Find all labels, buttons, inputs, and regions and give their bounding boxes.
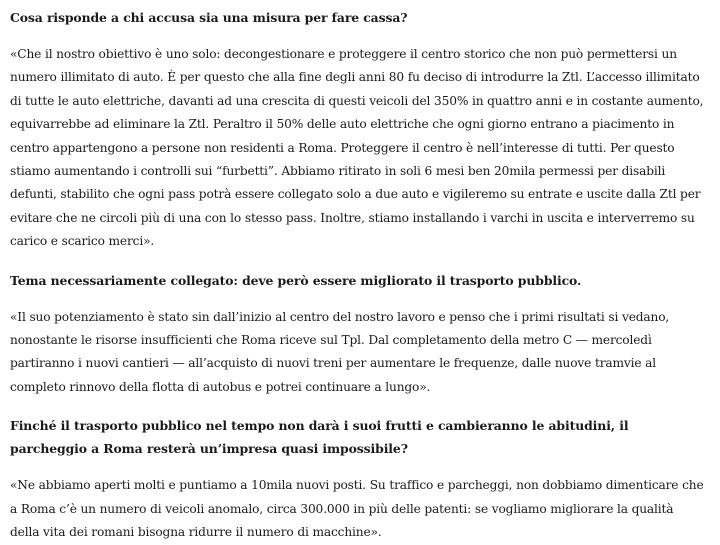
interview-answer: «Ne abbiamo aperti molti e puntiamo a 10mila nuovi posti. Su traffico e parcheggi, non dobbiamo dimenticare che a Roma c’è un numero di veicoli anomalo, circa 300.000 in più delle patenti: se vogliamo migliorare la qualità della vita dei romani bisogna ridurre il numero di macchine».	[10, 478, 704, 540]
interview-question: Finché il trasporto pubblico nel tempo non darà i suoi frutti e cambieranno le abitudini, il parcheggio a Roma resterà un’impresa quasi impossibile?	[10, 418, 629, 457]
interview-question: Cosa risponde a chi accusa sia una misura per fare cassa?	[10, 10, 408, 25]
interview-answer: «Il suo potenziamento è stato sin dall’inizio al centro del nostro lavoro e penso che i primi risultati si vedano, nonostante le risorse insufficienti che Roma riceve sul Tpl. Dal completamento della metro C — mercoledì partiranno i nuovi cantieri — all’acquisto di nuovi treni per aumentare le frequenze, dalle nuove tramvie al completo rinnovo della flotta di autobus e potrei continuare a lungo».	[10, 309, 670, 394]
interview-answer: «Che il nostro obiettivo è uno solo: decongestionare e proteggere il centro storico che non può permettersi un numero illimitato di auto. È per questo che alla fine degli anni 80 fu deciso di introdurre la Ztl. L’accesso illimitato di tutte le auto elettriche, davanti ad una crescita di questi veicoli del 350% in quattro anni e in costante aumento, equivarrebbe ad eliminare la Ztl. Peraltro il 50% delle auto elettriche che ogni giorno entrano a piacimento in centro appartengono a persone non residenti a Roma. Proteggere il centro è nell’interesse di tutti. Per questo stiamo aumentando i controlli sui “furbetti”. Abbiamo ritirato in soli 6 mesi ben 20mila permessi per disabili defunti, stabilito che ogni pass potrà essere collegato solo a due auto e vigileremo su entrate e uscite dalla Ztl per evitare che ne circoli più di una con lo stesso pass. Inoltre, stiamo installando i varchi in uscita e interverremo su carico e scarico merci».	[10, 47, 704, 249]
interview-question: Tema necessariamente collegato: deve però essere migliorato il trasporto pubblico.	[10, 272, 582, 288]
